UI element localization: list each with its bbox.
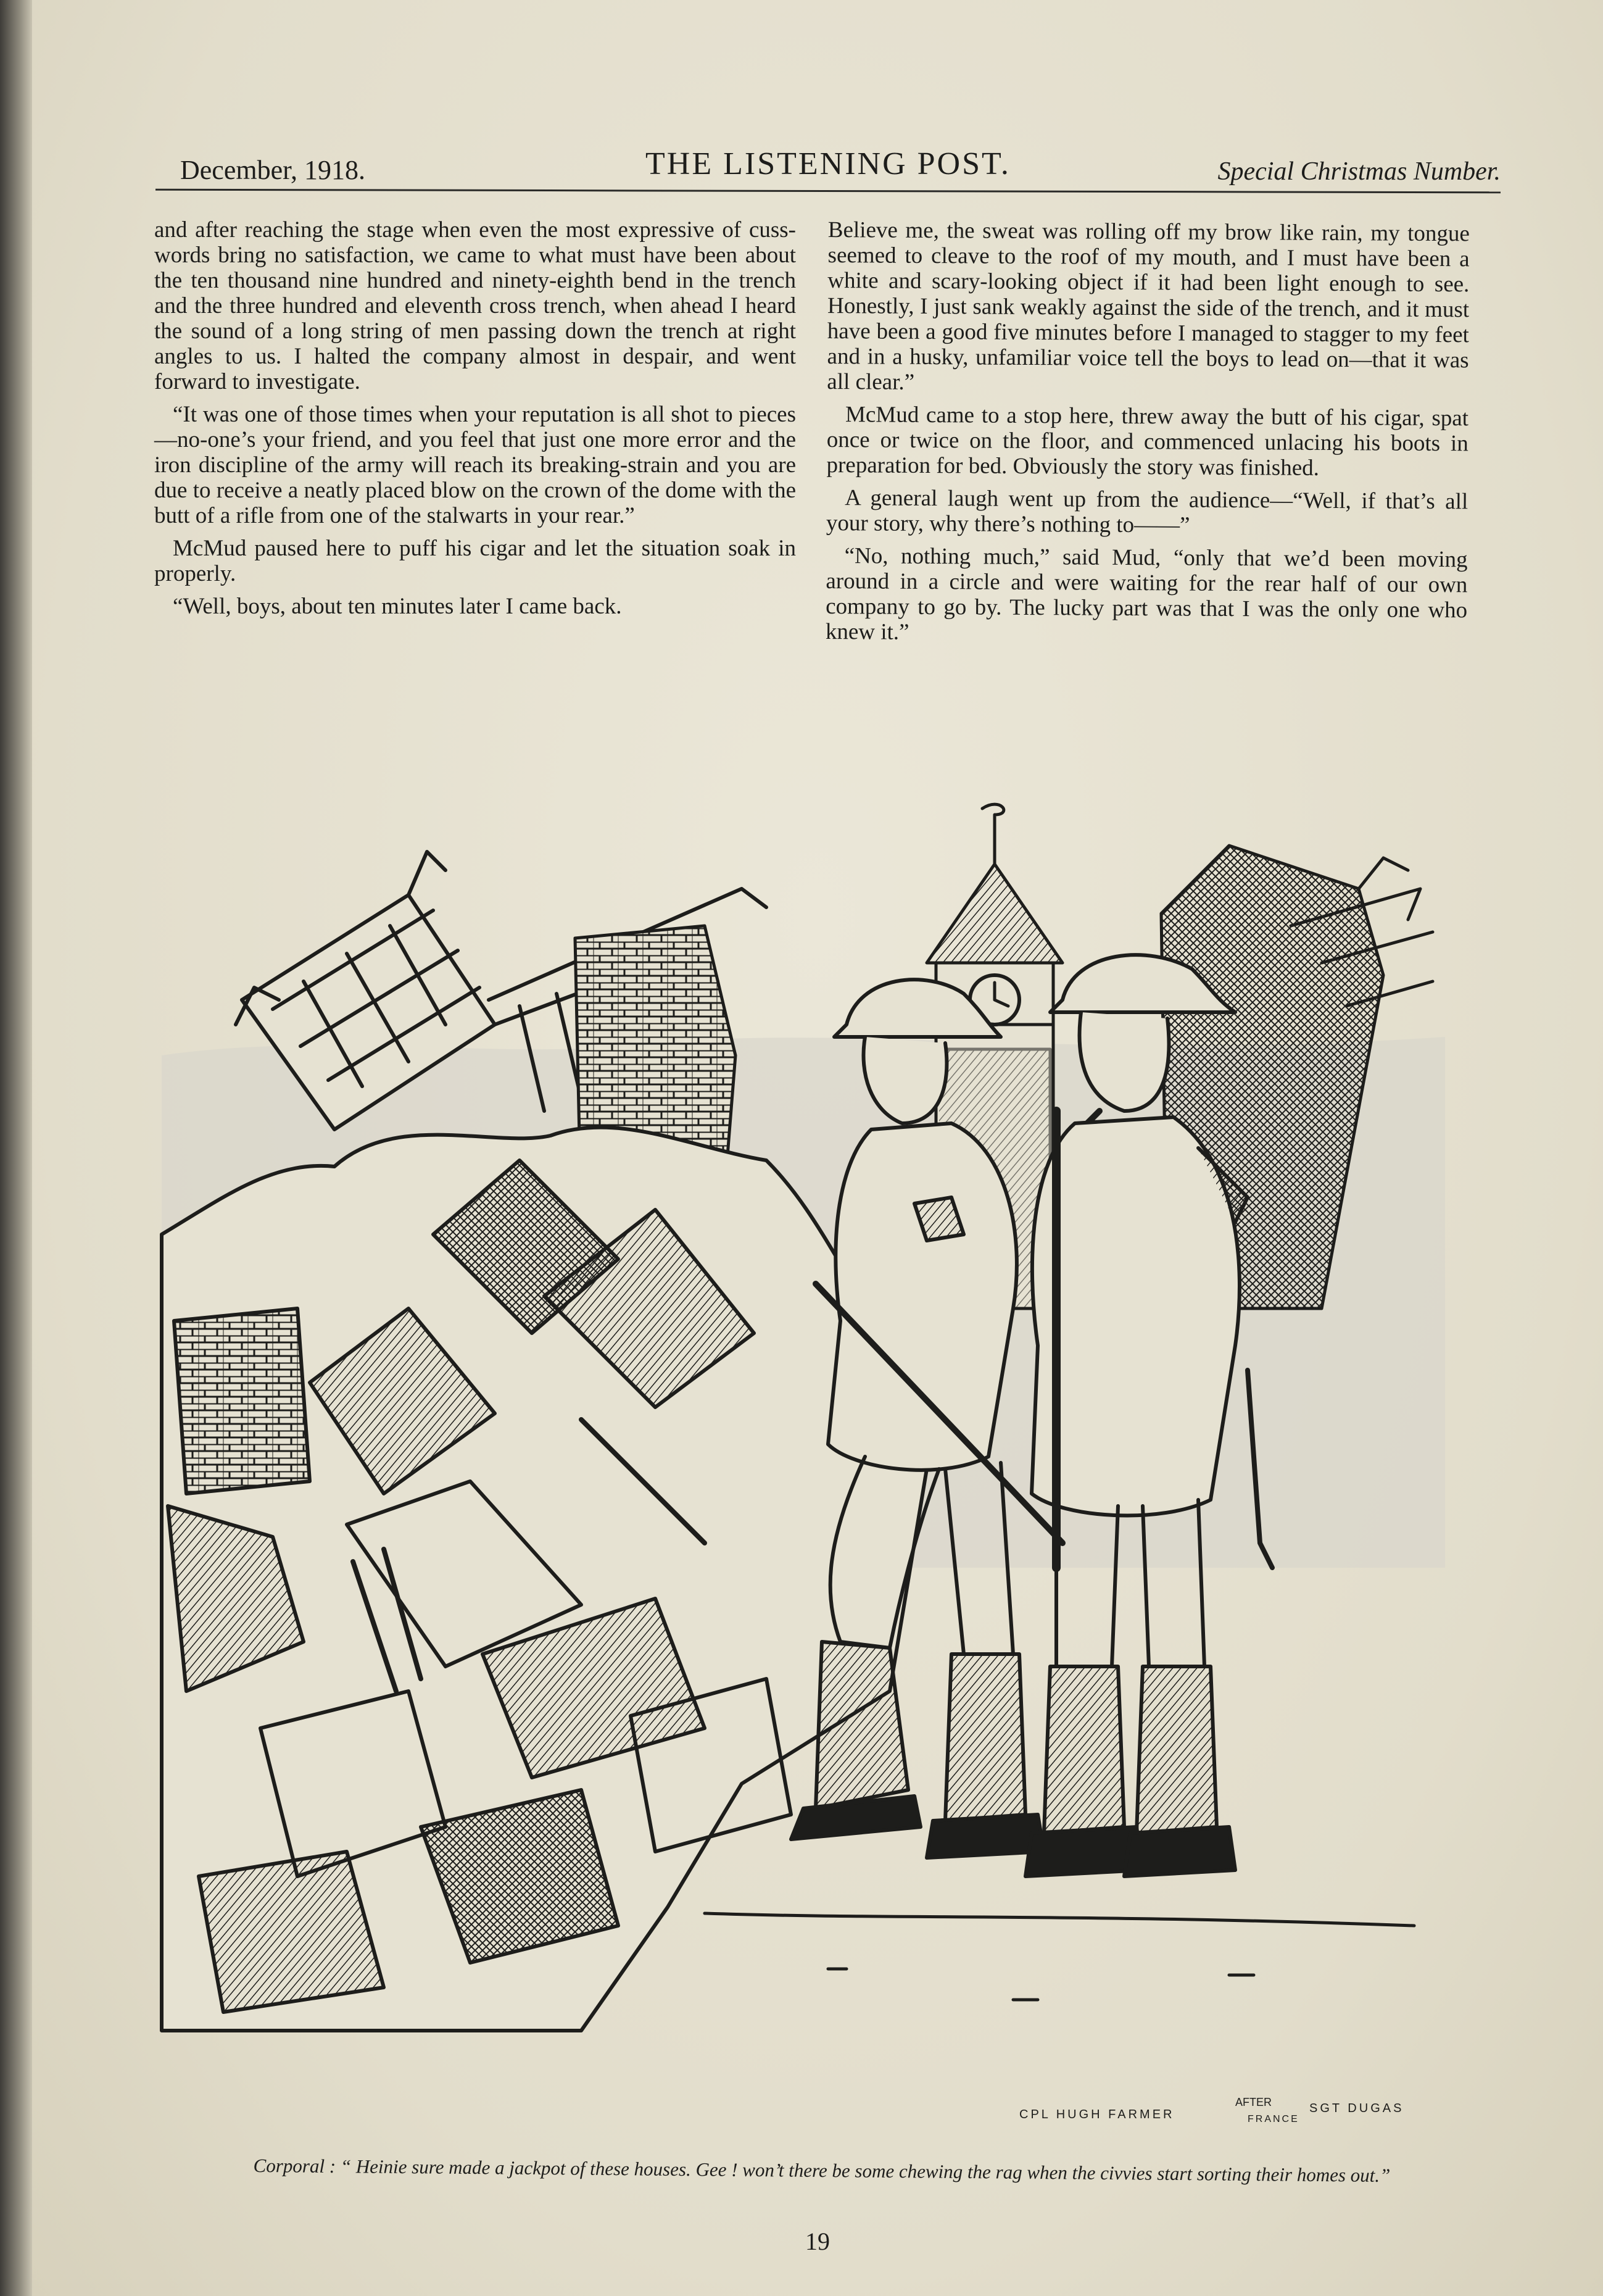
paragraph: Believe me, the sweat was rolling off my brow like rain, my tongue seemed to cleave to the roof of my mouth, and I must have been a white and scary-looking object if it had been light enough to see. Honestly, I just sank weakly against the side of the trench, and it must have been a good five minutes before I managed to stagger to my feet and in a husky, unfamiliar voice tell the boys to lead on—that it was all clear.” xyxy=(827,217,1470,395)
copyist-signature: SGT DUGAS xyxy=(1309,2102,1404,2115)
signature-prefix: AFTER xyxy=(1235,2096,1272,2108)
paragraph: “It was one of those times when your reputation is all shot to pieces—no-one’s your friend, and you feel that just one more error and the iron discipline of the army will reach its breaking-strain and you are due to receive a neatly placed blow on the crown of the dome with the butt of a rifle from one of the stalwarts in your rear.” xyxy=(154,402,796,528)
paragraph: and after reaching the stage when even the most expressive of cuss-words bring no satisfaction, we came to what must have been about the ten thousand nine hundred and ninety-eighth bend in the trench and the three hundred and eleventh cross trench, when ahead I heard the sound of a long string of men passing down the trench at right angles to us. I halted the company almost in despair, and went forward to investigate. xyxy=(154,217,796,394)
issue-date: December, 1918. xyxy=(180,155,366,185)
artist-signature: CPL HUGH FARMER xyxy=(1019,2108,1175,2121)
rubble-pile xyxy=(162,1128,939,2031)
header-rule xyxy=(155,189,1501,194)
signature-block xyxy=(1019,2096,1404,2123)
paragraph: “No, nothing much,” said Mud, “only that we’d been moving around in a circle and were waiting for the rear half of our own company to go by. The lucky part was that I was the only one who knew it.” xyxy=(825,543,1468,645)
paragraph: McMud came to a stop here, threw away the butt of his cigar, spat once or twice on the floor, and commenced unlacing his boots in preparation for bed. Obviously the story was finished. xyxy=(826,402,1469,481)
caption-text: “ Heinie sure made a jackpot of these houses. Gee ! won’t there be some chewing the rag when the civvies start sorting their homes out.” xyxy=(340,2155,1391,2187)
book-binding xyxy=(0,0,32,2296)
cartoon-illustration xyxy=(149,765,1476,2123)
caption-speaker: Corporal : xyxy=(253,2154,336,2177)
page-header xyxy=(155,146,1501,189)
paragraph: A general laugh went up from the audience—“Well, if that’s all your story, why there’s nothing to——” xyxy=(826,485,1468,538)
edition-label: Special Christmas Number. xyxy=(1217,157,1501,186)
magazine-page xyxy=(32,0,1603,2296)
text-column-right xyxy=(826,217,1470,655)
illustration-caption xyxy=(217,2155,1427,2186)
page-number: 19 xyxy=(805,2227,830,2255)
paragraph: “Well, boys, about ten minutes later I came back. xyxy=(173,594,622,619)
ground-line xyxy=(705,1913,1414,2000)
publication-title: THE LISTENING POST. xyxy=(645,146,1011,181)
paragraph: McMud paused here to puff his cigar and let the situation soak in properly. xyxy=(154,536,796,586)
text-column-left xyxy=(154,217,796,626)
signature-place: FRANCE xyxy=(1248,2114,1299,2123)
